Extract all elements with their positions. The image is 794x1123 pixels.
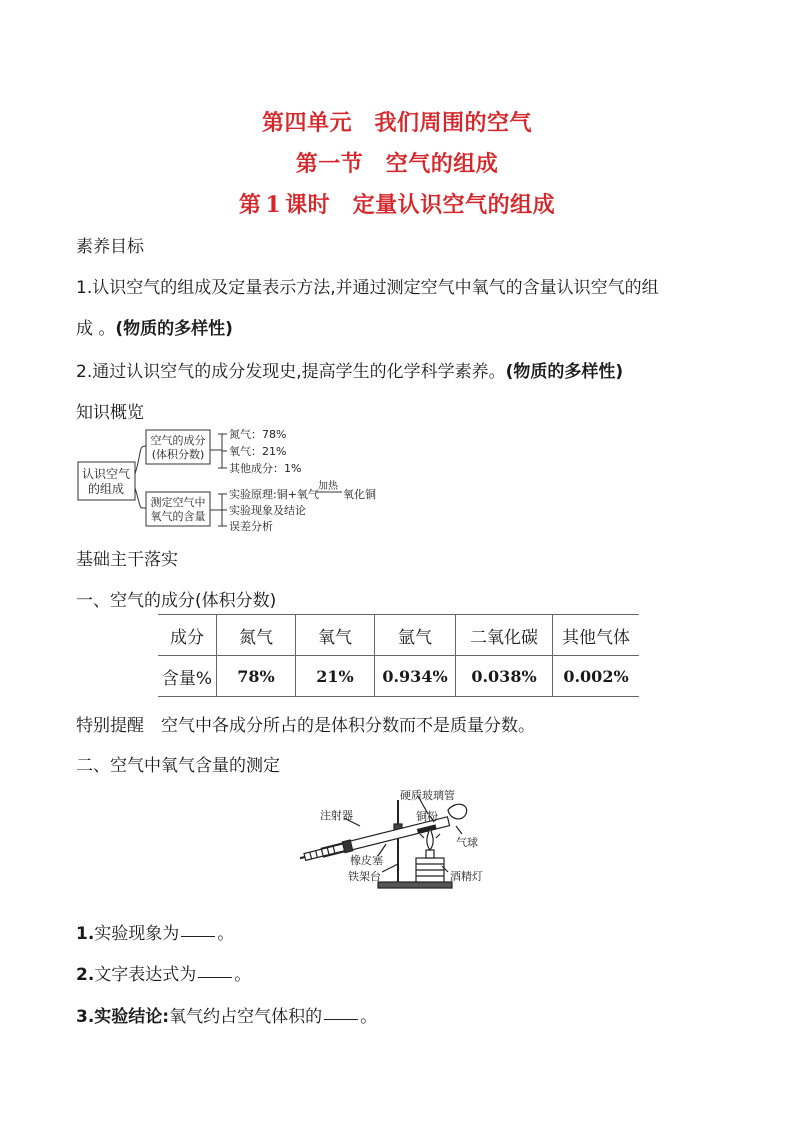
table-cell: 0.038% <box>456 656 553 697</box>
label-syringe: 注射器 <box>320 809 353 822</box>
question-2-text: 文字表达式为 <box>94 965 197 985</box>
special-tip: 特别提醒 空气中各成分所占的是体积分数而不是质量分数。 <box>76 716 535 736</box>
label-stopper: 橡皮塞 <box>350 854 383 867</box>
basics-heading: 基础主干落实 <box>76 550 178 570</box>
table-header-cell: 二氧化碳 <box>456 615 553 656</box>
mindmap-item-error: 误差分析 <box>229 520 273 533</box>
mindmap-connector-2 <box>135 488 146 508</box>
goal-1-text-end: 成 。 <box>76 319 116 339</box>
label-balloon: 气球 <box>456 836 478 849</box>
label-lamp: 酒精灯 <box>450 870 483 883</box>
mindmap-item-nitrogen: 氮气：78% <box>229 428 287 441</box>
mindmap-branch2-label-2: 氧气的含量 <box>150 510 206 523</box>
goal-2-text: 2.通过认识空气的成分发现史,提高学生的化学科学素养。 <box>76 362 506 382</box>
table-header-cell: 其他气体 <box>553 615 640 656</box>
question-1-number: 1. <box>76 924 95 944</box>
question-1-text: 实验现象为 <box>94 924 180 944</box>
question-3-label: 3.实验结论: <box>76 1007 170 1027</box>
question-3 <box>76 1002 377 1027</box>
table-header-cell: 氧气 <box>296 615 375 656</box>
goal-1-tag: (物质的多样性) <box>115 319 233 339</box>
mindmap-root-line-2: 的组成 <box>87 482 125 496</box>
section-title: 第一节 空气的组成 <box>295 152 499 177</box>
lesson-title-rest: 课时 定量认识空气的组成 <box>285 193 556 218</box>
goals-heading: 素养目标 <box>76 237 144 257</box>
mindmap-branch1-label-2: (体积分数) <box>151 448 205 461</box>
table-header-cell: 氮气 <box>217 615 296 656</box>
table-cell: 0.002% <box>553 656 640 697</box>
question-3-text: 氧气约占空气体积的 <box>169 1007 323 1027</box>
question-2-blank[interactable] <box>198 976 232 978</box>
balloon <box>448 804 467 819</box>
mindmap-root-line-1: 认识空气 <box>81 467 131 481</box>
goal-2-tag: (物质的多样性) <box>505 362 624 382</box>
table-row <box>158 656 639 697</box>
mindmap-item-oxygen: 氧气：21% <box>229 445 287 458</box>
table-header-row <box>158 615 639 656</box>
table-row-label: 含量% <box>158 656 217 697</box>
lesson-title-prefix: 第 <box>238 193 262 218</box>
table-cell: 78% <box>217 656 296 697</box>
mindmap-principle-condition: 加热 <box>318 481 338 492</box>
lesson-title <box>0 188 794 219</box>
part1-title: 一、空气的成分(体积分数) <box>76 591 277 611</box>
question-1 <box>76 919 234 944</box>
part2-title: 二、空气中氧气含量的测定 <box>76 756 280 776</box>
mindmap-brace-2 <box>210 494 222 526</box>
mindmap-item-others: 其他成分：1% <box>229 462 302 475</box>
goal-1-line-1: 1.认识空气的组成及定量表示方法,并通过测定空气中氧气的含量认识空气的组 <box>76 278 659 298</box>
goal-2 <box>76 357 623 382</box>
question-2-end: 。 <box>234 965 252 985</box>
question-1-blank[interactable] <box>181 935 215 937</box>
table-header-cell: 成分 <box>158 615 217 656</box>
knowledge-mindmap <box>70 422 400 534</box>
air-composition-table <box>158 614 639 697</box>
mindmap-connector-1 <box>135 446 146 474</box>
mindmap-item-phenomenon: 实验现象及结论 <box>229 504 306 517</box>
mindmap-branch1-label-1: 空气的成分 <box>150 434 206 447</box>
apparatus-diagram <box>300 786 500 892</box>
question-1-end: 。 <box>217 924 235 944</box>
mindmap-principle-product: 氧化铜 <box>343 488 376 501</box>
table-cell: 21% <box>296 656 375 697</box>
lesson-number: 1 <box>265 192 282 218</box>
mindmap-principle: 实验原理:铜+氧气 <box>229 488 319 501</box>
question-2 <box>76 960 251 985</box>
unit-title: 第四单元 我们周围的空气 <box>261 111 532 136</box>
table-cell: 0.934% <box>375 656 456 697</box>
mindmap-brace-1 <box>210 434 222 468</box>
question-3-blank[interactable] <box>324 1018 358 1020</box>
table-header-cell: 氩气 <box>375 615 456 656</box>
overview-heading: 知识概览 <box>76 403 144 423</box>
label-stand: 铁架台 <box>348 870 381 883</box>
label-tube: 硬质玻璃管 <box>400 789 455 802</box>
stand-base <box>378 882 452 888</box>
question-3-end: 。 <box>360 1007 378 1027</box>
label-copper: 铜粉 <box>416 810 438 823</box>
mindmap-branch2-label-1: 测定空气中 <box>150 496 206 509</box>
question-2-number: 2. <box>76 965 95 985</box>
goal-1-line-2 <box>76 314 233 339</box>
